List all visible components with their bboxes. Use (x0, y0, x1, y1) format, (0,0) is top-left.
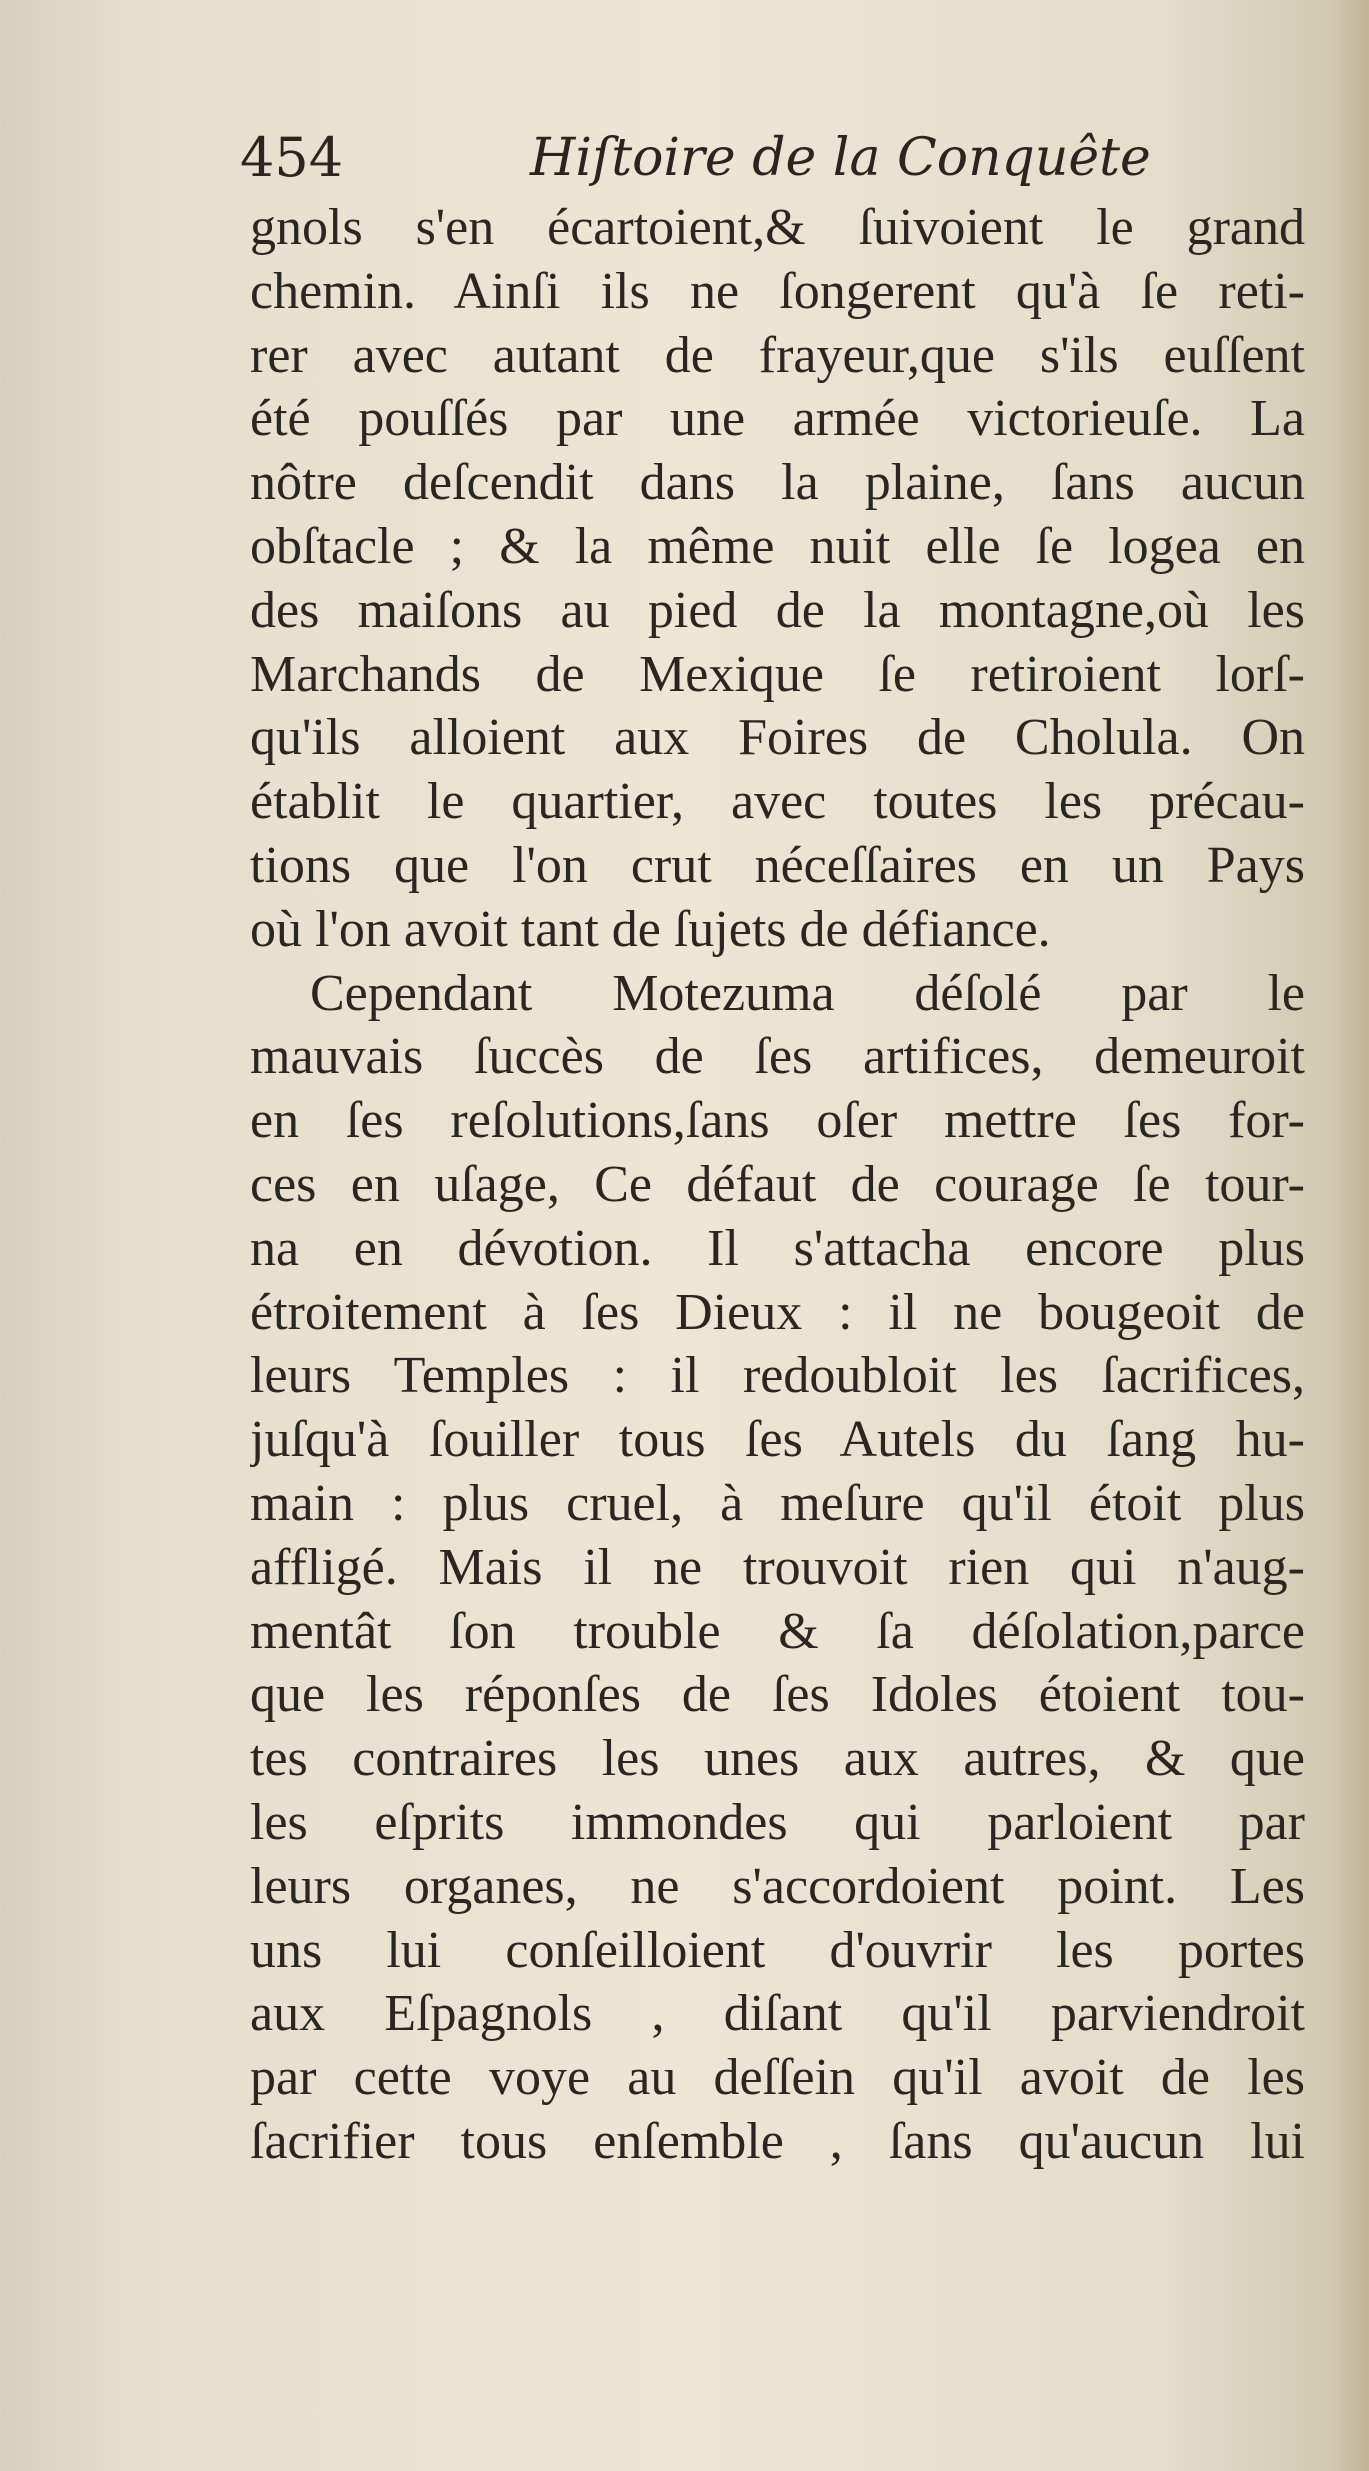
page-gutter-shadow (1327, 0, 1369, 2471)
text-line: que les réponſes de ſes Idoles étoient tou- (250, 1666, 1305, 1724)
text-line: ces en uſage, Ce défaut de courage ſe tour- (250, 1155, 1305, 1213)
text-line: rer avec autant de frayeur,que s'ils euſſent (250, 326, 1305, 384)
body-text (250, 196, 1305, 2174)
text-line: affligé. Mais il ne trouvoit rien qui n'aug- (250, 1538, 1305, 1596)
text-line: établit le quartier, avec toutes les précau- (250, 773, 1305, 831)
text-line: qu'ils alloient aux Foires de Cholula. On (250, 709, 1305, 767)
running-title: Hiſtoire de la Conquête (530, 128, 1151, 188)
text-line: tes contraires les unes aux autres, & que (250, 1730, 1305, 1788)
text-line: gnols s'en écartoient,& ſuivoient le grand (250, 199, 1305, 256)
text-line: ſacrifier tous enſemble , ſans qu'aucun lui (250, 2112, 1305, 2170)
text-line: chemin. Ainſi ils ne ſongerent qu'à ſe reti- (250, 262, 1305, 320)
text-line: uns lui conſeilloient d'ouvrir les portes (250, 1921, 1305, 1979)
text-line: aux Eſpagnols , diſant qu'il parviendroit (250, 1985, 1305, 2043)
text-line: des maiſons au pied de la montagne,où les (250, 581, 1305, 639)
text-line: Cependant Motezuma déſolé par le (310, 964, 1305, 1022)
text-line: na en dévotion. Il s'attacha encore plus (250, 1219, 1305, 1277)
text-line: mauvais ſuccès de ſes artifices, demeuroit (250, 1028, 1305, 1086)
text-line: juſqu'à ſouiller tous ſes Autels du ſang hu- (250, 1411, 1305, 1469)
text-line: étroitement à ſes Dieux : il ne bougeoit de (250, 1283, 1305, 1341)
text-line: leurs organes, ne s'accordoient point. Les (250, 1857, 1305, 1915)
text-line: tions que l'on crut néceſſaires en un Pays (250, 836, 1305, 894)
text-line: les eſprits immondes qui parloient par (250, 1793, 1305, 1851)
text-line: leurs Temples : il redoubloit les ſacrifices, (250, 1347, 1305, 1405)
text-line: obſtacle ; & la même nuit elle ſe logea en (250, 517, 1305, 575)
text-line: main : plus cruel, à meſure qu'il étoit plus (250, 1474, 1305, 1532)
text-line: en ſes reſolutions,ſans oſer mettre ſes for- (250, 1092, 1305, 1150)
text-line: nôtre deſcendit dans la plaine, ſans aucun (250, 454, 1305, 512)
page-header (240, 118, 1300, 198)
text-line: mentât ſon trouble & ſa déſolation,parce (250, 1602, 1305, 1660)
text-line: été pouſſés par une armée victorieuſe. La (250, 390, 1305, 448)
text-line: où l'on avoit tant de ſujets de défiance. (250, 900, 1051, 958)
text-line: Marchands de Mexique ſe retiroient lorſ- (250, 645, 1305, 703)
page-number: 454 (240, 126, 344, 189)
text-line: par cette voye au deſſein qu'il avoit de les (250, 2049, 1305, 2107)
